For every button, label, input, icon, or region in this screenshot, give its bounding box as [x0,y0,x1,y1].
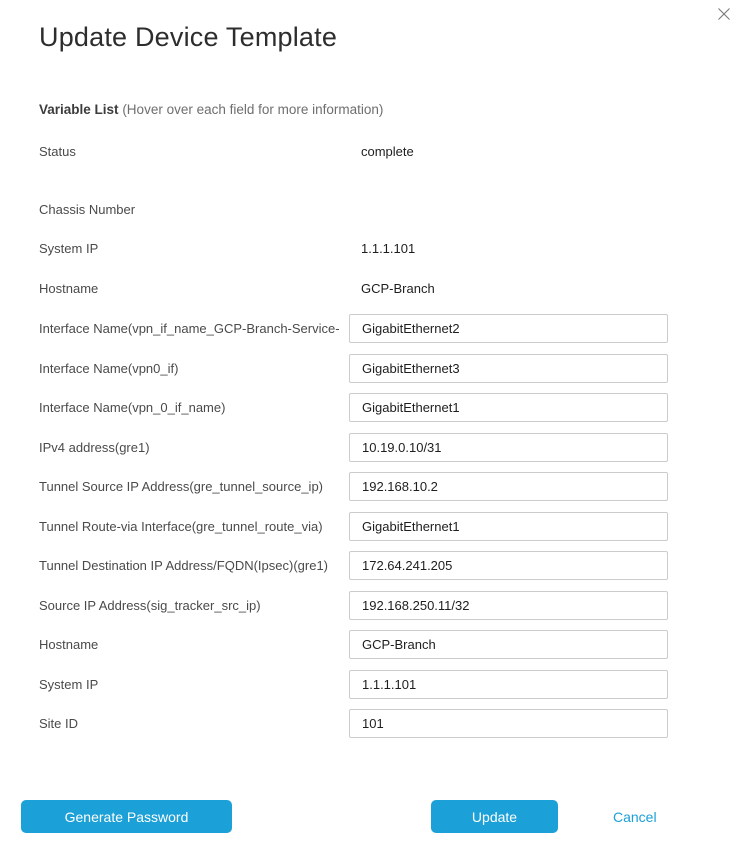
generate-password-button[interactable]: Generate Password [21,800,232,833]
ipv4-address-gre1-input[interactable] [349,433,668,462]
row-interface-name-service [39,314,752,343]
field-label: Interface Name(vpn0_if) [39,360,179,376]
row-tunnel-source-ip [39,472,752,501]
interface-name-vpn0-if-input[interactable] [349,354,668,383]
site-id-input[interactable] [349,709,668,738]
row-chassis-number [39,199,752,219]
row-source-ip-sig-tracker [39,591,752,620]
field-label: Source IP Address(sig_tracker_src_ip) [39,597,261,613]
source-ip-sig-tracker-input[interactable] [349,591,668,620]
tunnel-destination-ip-input[interactable] [349,551,668,580]
row-system-ip-input [39,670,752,699]
hostname-input[interactable] [349,630,668,659]
field-label: Interface Name(vpn_0_if_name) [39,400,226,415]
field-label: IPv4 address(gre1) [39,439,150,455]
interface-name-service-input[interactable] [349,314,668,343]
tunnel-route-via-input[interactable] [349,512,668,541]
field-label: Interface Name(vpn_if_name_GCP-Branch-Service- [39,321,340,336]
field-label: Hostname [39,637,99,652]
interface-name-vpn-0-if-name-input[interactable] [349,393,668,422]
page-title: Update Device Template [39,22,338,52]
field-label: Status [39,143,76,159]
field-label: Tunnel Source IP Address(gre_tunnel_source_ip) [39,479,324,494]
row-system-ip-static [39,238,752,258]
update-button[interactable]: Update [431,800,558,833]
dialog-footer [0,800,752,833]
row-hostname-input [39,630,752,659]
field-value: 1.1.1.101 [361,240,416,256]
system-ip-input[interactable] [349,670,668,699]
field-label: Site ID [39,716,79,731]
variable-rows [39,141,752,738]
field-label: System IP [39,240,99,256]
tunnel-source-ip-input[interactable] [349,472,668,501]
row-site-id-input [39,709,752,738]
row-tunnel-route-via [39,512,752,541]
row-status [39,141,752,161]
field-label: Chassis Number [39,201,136,217]
variable-list-label: Variable List [39,102,119,117]
field-value: complete [361,143,414,159]
close-icon[interactable] [715,5,733,23]
variable-list-heading [39,102,752,118]
row-interface-name-vpn0-if [39,354,752,383]
field-label: Tunnel Route-via Interface(gre_tunnel_route_via) [39,518,323,534]
field-label: Hostname [39,280,99,296]
field-value: GCP-Branch [361,280,435,296]
variable-list-hint: (Hover over each field for more information) [122,102,384,117]
cancel-button[interactable]: Cancel [613,808,657,825]
row-interface-name-vpn-0-if-name [39,393,752,422]
row-hostname-static [39,278,752,298]
field-label: System IP [39,676,99,692]
row-ipv4-address-gre1 [39,433,752,462]
field-label: Tunnel Destination IP Address/FQDN(Ipsec)(gre1) [39,558,329,573]
row-tunnel-destination-ip [39,551,752,580]
